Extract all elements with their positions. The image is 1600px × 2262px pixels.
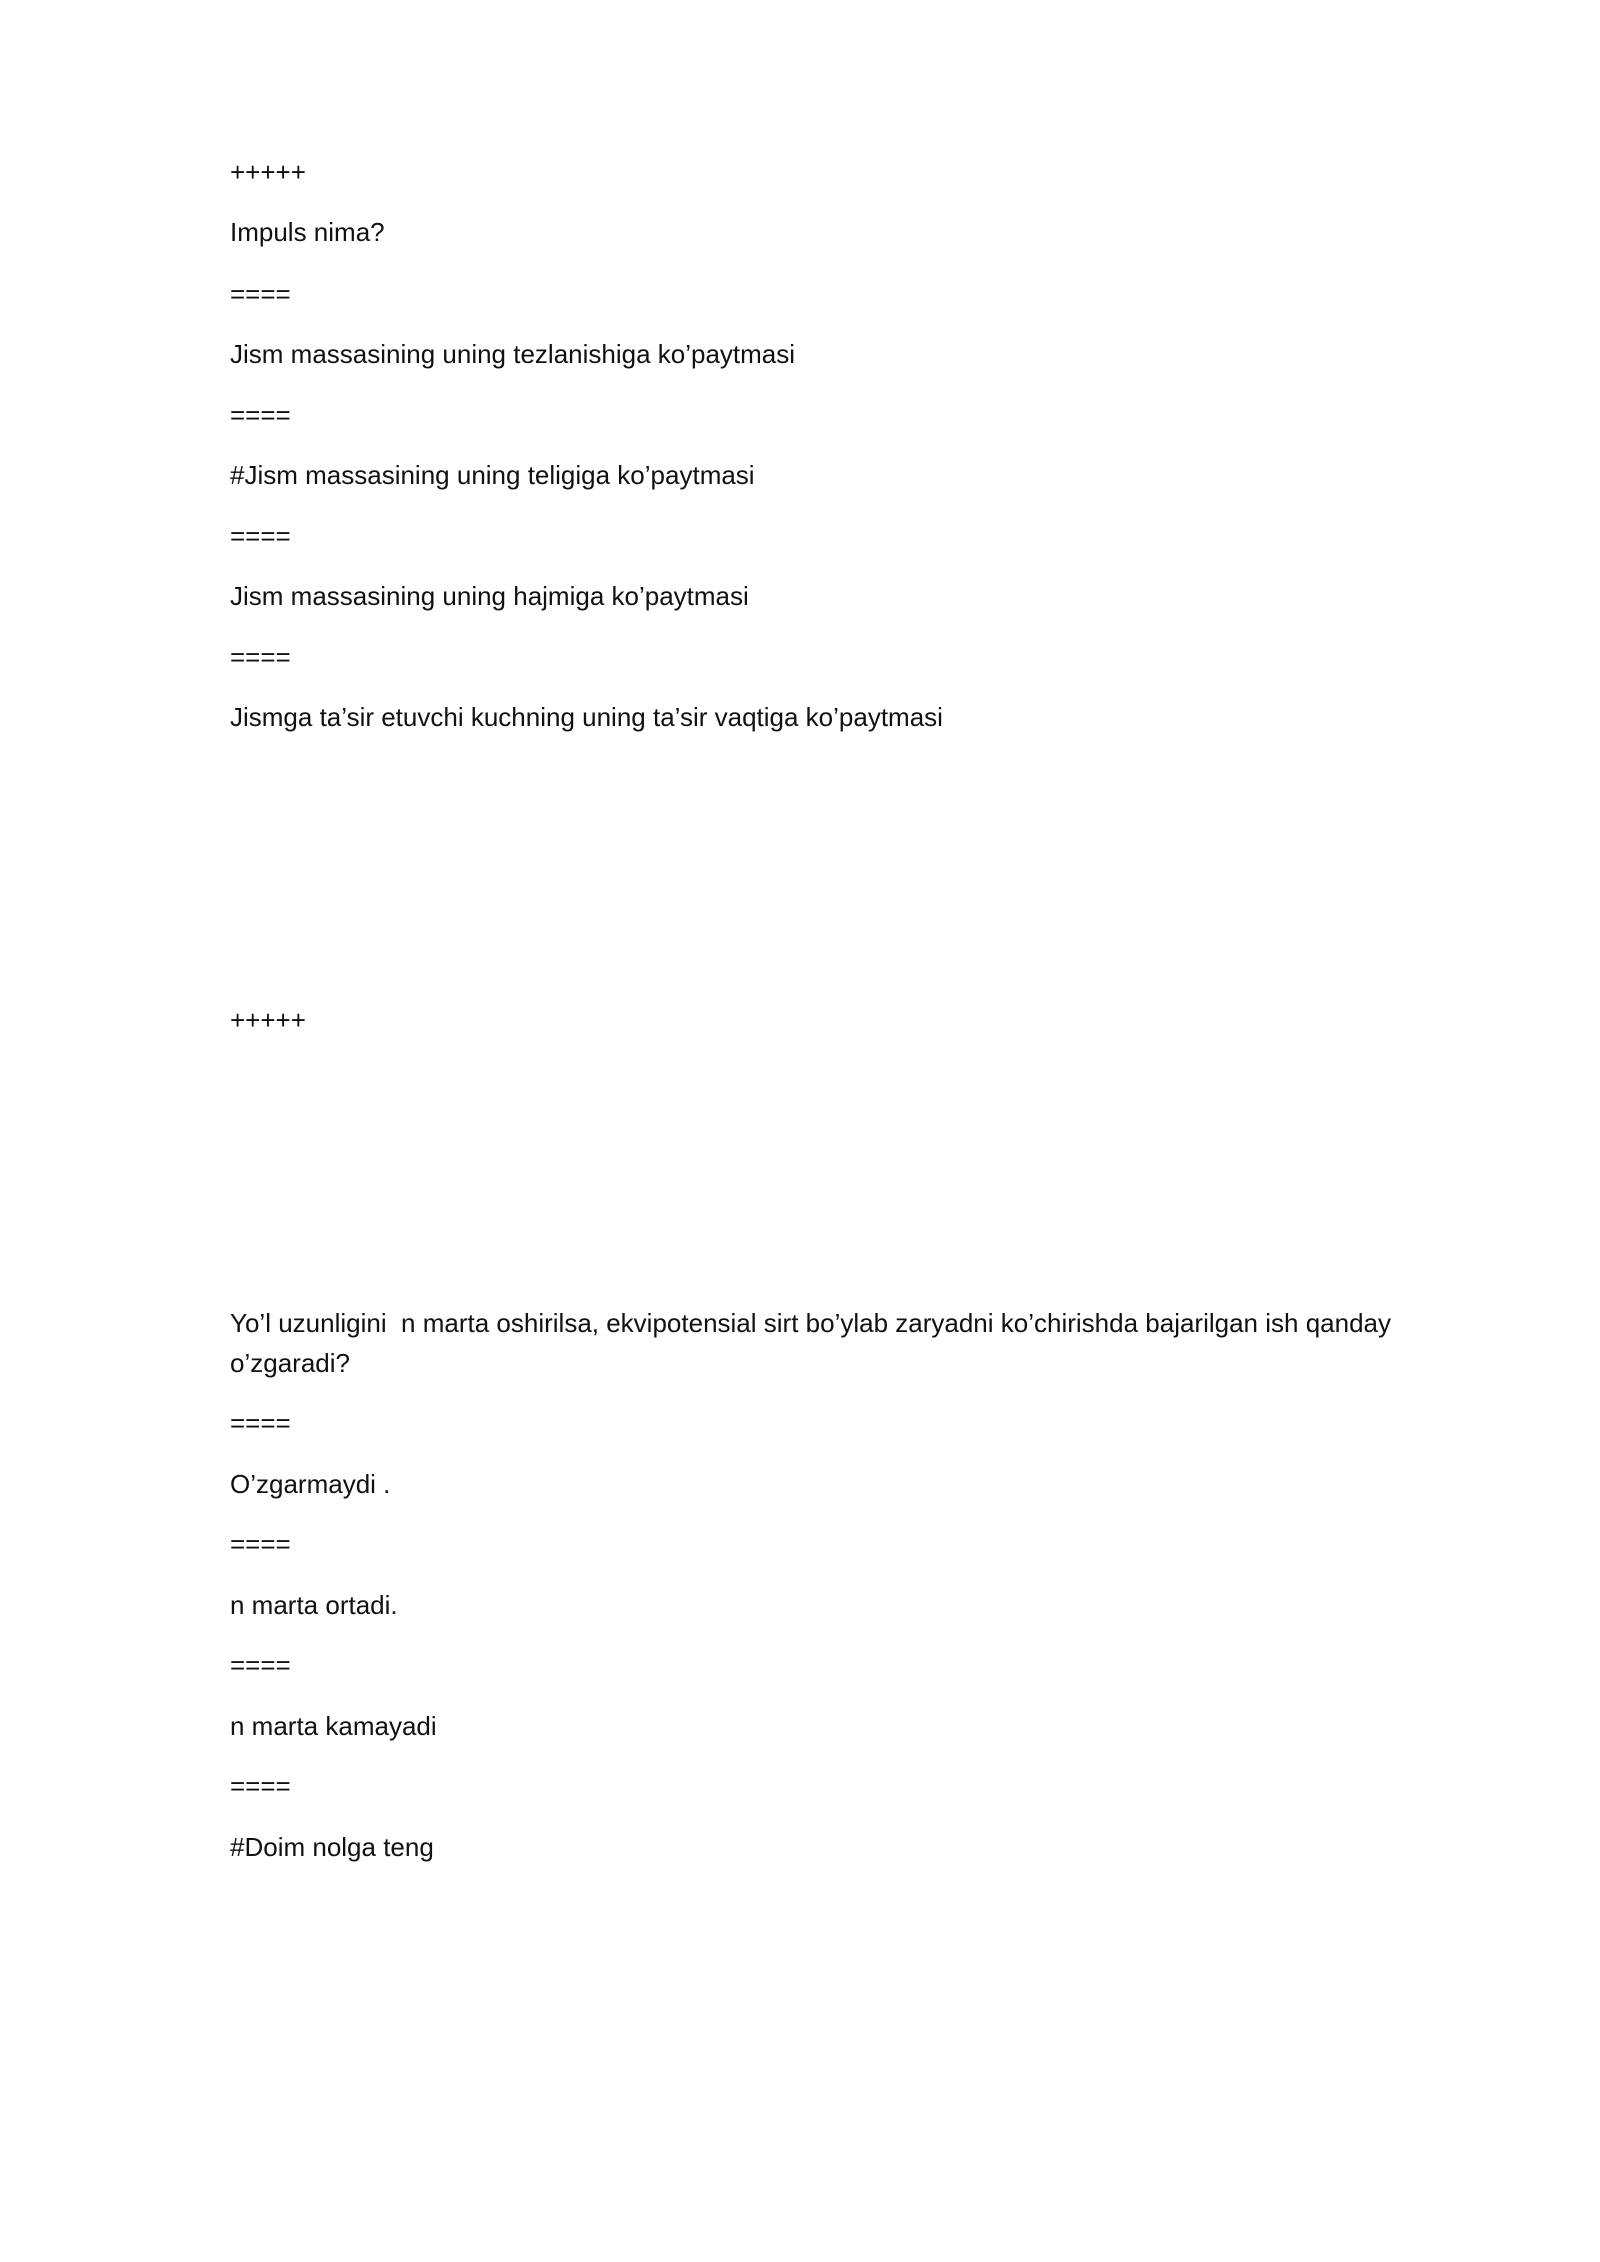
answer-option: Jism massasining uning tezlanishiga ko’paytmasi [230, 339, 796, 369]
answer-divider: ==== [230, 642, 291, 672]
answer-option: n marta ortadi. [230, 1590, 398, 1620]
answer-divider: ==== [230, 1408, 291, 1438]
question-text: Impuls nima? [230, 217, 385, 247]
answer-option: n marta kamayadi [230, 1711, 437, 1741]
question-separator: +++++ [230, 157, 306, 187]
answer-divider: ==== [230, 400, 291, 430]
answer-option-correct: #Jism massasining uning teligiga ko’paytmasi [230, 460, 755, 490]
question-separator: +++++ [230, 1005, 306, 1035]
answer-divider: ==== [230, 1650, 291, 1680]
answer-option-correct: #Doim nolga teng [230, 1832, 434, 1862]
answer-option: Jismga ta’sir etuvchi kuchning uning ta’sir vaqtiga ko’paytmasi [230, 702, 943, 732]
answer-divider: ==== [230, 1771, 291, 1801]
answer-option: Jism massasining uning hajmiga ko’paytmasi [230, 581, 749, 611]
answer-divider: ==== [230, 279, 291, 309]
answer-divider: ==== [230, 1529, 291, 1559]
question-text: Yo’l uzunligini n marta oshirilsa, ekvipotensial sirt bo’ylab zaryadni ko’chirishda bajarilgan ish qanday o’zgaradi? [230, 1308, 1399, 1378]
answer-divider: ==== [230, 521, 291, 551]
answer-option: O’zgarmaydi . [230, 1469, 391, 1499]
